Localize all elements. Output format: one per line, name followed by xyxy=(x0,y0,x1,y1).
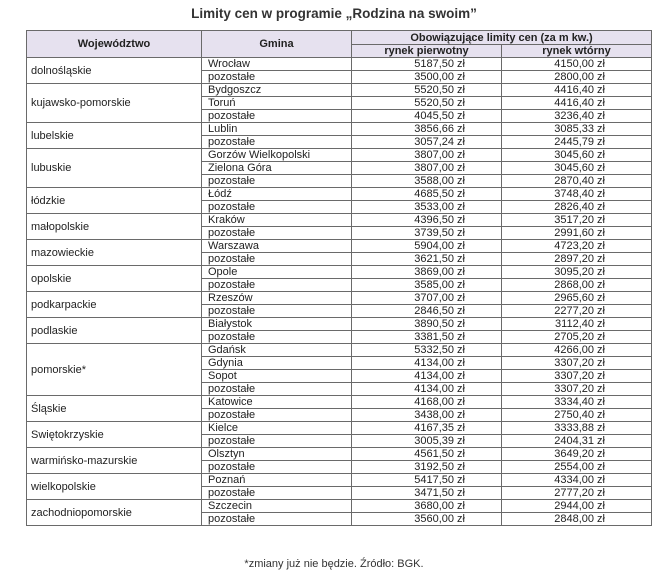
cell-rynek-pierwotny: 4168,00 zł xyxy=(352,396,502,409)
cell-gmina: pozostałe xyxy=(202,461,352,474)
cell-wojewodztwo: opolskie xyxy=(27,266,202,292)
cell-rynek-pierwotny: 3739,50 zł xyxy=(352,227,502,240)
table-row xyxy=(27,474,652,487)
cell-rynek-pierwotny: 5187,50 zł xyxy=(352,58,502,71)
cell-rynek-pierwotny: 3192,50 zł xyxy=(352,461,502,474)
cell-gmina: pozostałe xyxy=(202,331,352,344)
cell-rynek-pierwotny: 5904,00 zł xyxy=(352,240,502,253)
cell-rynek-wtorny: 2897,20 zł xyxy=(502,253,652,266)
cell-rynek-wtorny: 2868,00 zł xyxy=(502,279,652,292)
cell-rynek-pierwotny: 4396,50 zł xyxy=(352,214,502,227)
table-row xyxy=(27,214,652,227)
cell-gmina: Kielce xyxy=(202,422,352,435)
cell-gmina: pozostałe xyxy=(202,409,352,422)
cell-gmina: pozostałe xyxy=(202,487,352,500)
cell-gmina: Szczecin xyxy=(202,500,352,513)
header-rynek-wtorny: rynek wtórny xyxy=(502,45,652,58)
cell-gmina: pozostałe xyxy=(202,435,352,448)
table-row xyxy=(27,123,652,136)
table-header xyxy=(27,31,652,58)
cell-rynek-pierwotny: 3381,50 zł xyxy=(352,331,502,344)
table-row xyxy=(27,396,652,409)
table-row xyxy=(27,188,652,201)
cell-rynek-pierwotny: 3533,00 zł xyxy=(352,201,502,214)
cell-rynek-wtorny: 2826,40 zł xyxy=(502,201,652,214)
cell-wojewodztwo: kujawsko-pomorskie xyxy=(27,84,202,123)
cell-rynek-wtorny: 2750,40 zł xyxy=(502,409,652,422)
cell-gmina: pozostałe xyxy=(202,227,352,240)
cell-gmina: Olsztyn xyxy=(202,448,352,461)
cell-rynek-pierwotny: 3807,00 zł xyxy=(352,162,502,175)
cell-rynek-pierwotny: 3585,00 zł xyxy=(352,279,502,292)
cell-rynek-wtorny: 3307,20 zł xyxy=(502,370,652,383)
cell-gmina: Rzeszów xyxy=(202,292,352,305)
cell-rynek-wtorny: 2445,79 zł xyxy=(502,136,652,149)
cell-gmina: pozostałe xyxy=(202,175,352,188)
cell-wojewodztwo: wielkopolskie xyxy=(27,474,202,500)
cell-rynek-pierwotny: 3707,00 zł xyxy=(352,292,502,305)
table-body xyxy=(27,58,652,526)
cell-rynek-pierwotny: 5520,50 zł xyxy=(352,97,502,110)
cell-rynek-wtorny: 3649,20 zł xyxy=(502,448,652,461)
table-row xyxy=(27,149,652,162)
cell-gmina: pozostałe xyxy=(202,383,352,396)
header-rynek-pierwotny: rynek pierwotny xyxy=(352,45,502,58)
cell-gmina: pozostałe xyxy=(202,305,352,318)
table-row xyxy=(27,448,652,461)
cell-wojewodztwo: podkarpackie xyxy=(27,292,202,318)
cell-rynek-wtorny: 2777,20 zł xyxy=(502,487,652,500)
cell-wojewodztwo: warmińsko-mazurskie xyxy=(27,448,202,474)
cell-rynek-pierwotny: 3856,66 zł xyxy=(352,123,502,136)
cell-rynek-wtorny: 3517,20 zł xyxy=(502,214,652,227)
cell-rynek-wtorny: 3045,60 zł xyxy=(502,149,652,162)
cell-gmina: Gorzów Wielkopolski xyxy=(202,149,352,162)
cell-rynek-pierwotny: 3500,00 zł xyxy=(352,71,502,84)
cell-gmina: Wrocław xyxy=(202,58,352,71)
cell-wojewodztwo: lubelskie xyxy=(27,123,202,149)
cell-rynek-pierwotny: 3005,39 zł xyxy=(352,435,502,448)
cell-gmina: Gdynia xyxy=(202,357,352,370)
cell-gmina: Sopot xyxy=(202,370,352,383)
cell-gmina: pozostałe xyxy=(202,279,352,292)
cell-wojewodztwo: podlaskie xyxy=(27,318,202,344)
cell-rynek-wtorny: 2554,00 zł xyxy=(502,461,652,474)
cell-rynek-wtorny: 2944,00 zł xyxy=(502,500,652,513)
cell-rynek-wtorny: 4416,40 zł xyxy=(502,84,652,97)
cell-rynek-wtorny: 4723,20 zł xyxy=(502,240,652,253)
cell-rynek-wtorny: 2705,20 zł xyxy=(502,331,652,344)
cell-rynek-wtorny: 3748,40 zł xyxy=(502,188,652,201)
cell-gmina: Poznań xyxy=(202,474,352,487)
cell-rynek-pierwotny: 3680,00 zł xyxy=(352,500,502,513)
cell-rynek-pierwotny: 3621,50 zł xyxy=(352,253,502,266)
cell-wojewodztwo: łódzkie xyxy=(27,188,202,214)
cell-rynek-pierwotny: 3057,24 zł xyxy=(352,136,502,149)
cell-rynek-pierwotny: 4167,35 zł xyxy=(352,422,502,435)
cell-gmina: Gdańsk xyxy=(202,344,352,357)
cell-rynek-pierwotny: 2846,50 zł xyxy=(352,305,502,318)
cell-rynek-wtorny: 2991,60 zł xyxy=(502,227,652,240)
cell-gmina: Warszawa xyxy=(202,240,352,253)
table-row xyxy=(27,422,652,435)
cell-gmina: pozostałe xyxy=(202,201,352,214)
cell-gmina: pozostałe xyxy=(202,110,352,123)
cell-wojewodztwo: dolnośląskie xyxy=(27,58,202,84)
cell-rynek-wtorny: 4150,00 zł xyxy=(502,58,652,71)
cell-rynek-wtorny: 2800,00 zł xyxy=(502,71,652,84)
table-row xyxy=(27,58,652,71)
cell-rynek-pierwotny: 4134,00 zł xyxy=(352,357,502,370)
cell-rynek-wtorny: 3095,20 zł xyxy=(502,266,652,279)
cell-wojewodztwo: małopolskie xyxy=(27,214,202,240)
cell-rynek-wtorny: 2277,20 zł xyxy=(502,305,652,318)
cell-rynek-pierwotny: 3890,50 zł xyxy=(352,318,502,331)
cell-gmina: Białystok xyxy=(202,318,352,331)
cell-rynek-wtorny: 3334,40 zł xyxy=(502,396,652,409)
header-gmina: Gmina xyxy=(202,31,352,58)
cell-gmina: Kraków xyxy=(202,214,352,227)
cell-gmina: Łódź xyxy=(202,188,352,201)
table-row xyxy=(27,84,652,97)
cell-rynek-wtorny: 3307,20 zł xyxy=(502,383,652,396)
header-row xyxy=(27,31,652,45)
cell-gmina: pozostałe xyxy=(202,71,352,84)
page-title: Limity cen w programie „Rodzina na swoim” xyxy=(191,6,477,21)
cell-rynek-wtorny: 3112,40 zł xyxy=(502,318,652,331)
cell-rynek-wtorny: 3333,88 zł xyxy=(502,422,652,435)
cell-rynek-wtorny: 3085,33 zł xyxy=(502,123,652,136)
cell-gmina: pozostałe xyxy=(202,253,352,266)
cell-rynek-pierwotny: 3560,00 zł xyxy=(352,513,502,526)
header-limity: Obowiązujące limity cen (za m kw.) xyxy=(352,31,652,45)
cell-gmina: pozostałe xyxy=(202,136,352,149)
cell-rynek-wtorny: 3307,20 zł xyxy=(502,357,652,370)
cell-gmina: pozostałe xyxy=(202,513,352,526)
cell-wojewodztwo: lubuskie xyxy=(27,149,202,188)
cell-gmina: Lublin xyxy=(202,123,352,136)
table-row xyxy=(27,500,652,513)
table-row xyxy=(27,266,652,279)
table-row xyxy=(27,318,652,331)
cell-rynek-wtorny: 3045,60 zł xyxy=(502,162,652,175)
cell-gmina: Toruń xyxy=(202,97,352,110)
table-row xyxy=(27,240,652,253)
cell-rynek-pierwotny: 3438,00 zł xyxy=(352,409,502,422)
cell-rynek-wtorny: 2848,00 zł xyxy=(502,513,652,526)
cell-gmina: Opole xyxy=(202,266,352,279)
cell-wojewodztwo: zachodniopomorskie xyxy=(27,500,202,526)
cell-wojewodztwo: Swiętokrzyskie xyxy=(27,422,202,448)
cell-rynek-pierwotny: 4685,50 zł xyxy=(352,188,502,201)
cell-rynek-wtorny: 4334,00 zł xyxy=(502,474,652,487)
price-limits-table xyxy=(26,30,652,526)
cell-rynek-wtorny: 2965,60 zł xyxy=(502,292,652,305)
cell-rynek-pierwotny: 4134,00 zł xyxy=(352,383,502,396)
cell-rynek-pierwotny: 3471,50 zł xyxy=(352,487,502,500)
cell-rynek-pierwotny: 4045,50 zł xyxy=(352,110,502,123)
cell-rynek-pierwotny: 4561,50 zł xyxy=(352,448,502,461)
cell-gmina: Bydgoszcz xyxy=(202,84,352,97)
cell-rynek-pierwotny: 5417,50 zł xyxy=(352,474,502,487)
cell-rynek-pierwotny: 4134,00 zł xyxy=(352,370,502,383)
cell-rynek-wtorny: 2870,40 zł xyxy=(502,175,652,188)
table-row xyxy=(27,344,652,357)
cell-rynek-pierwotny: 3807,00 zł xyxy=(352,149,502,162)
cell-rynek-wtorny: 4416,40 zł xyxy=(502,97,652,110)
cell-rynek-wtorny: 3236,40 zł xyxy=(502,110,652,123)
cell-gmina: Zielona Góra xyxy=(202,162,352,175)
cell-wojewodztwo: pomorskie* xyxy=(27,344,202,396)
cell-rynek-pierwotny: 3869,00 zł xyxy=(352,266,502,279)
cell-rynek-wtorny: 4266,00 zł xyxy=(502,344,652,357)
footnote: *zmiany już nie będzie. Źródło: BGK. xyxy=(244,558,424,570)
table-row xyxy=(27,292,652,305)
cell-wojewodztwo: mazowieckie xyxy=(27,240,202,266)
cell-gmina: Katowice xyxy=(202,396,352,409)
cell-rynek-pierwotny: 5520,50 zł xyxy=(352,84,502,97)
cell-rynek-pierwotny: 5332,50 zł xyxy=(352,344,502,357)
cell-rynek-pierwotny: 3588,00 zł xyxy=(352,175,502,188)
header-wojewodztwo: Województwo xyxy=(27,31,202,58)
cell-rynek-wtorny: 2404,31 zł xyxy=(502,435,652,448)
cell-wojewodztwo: Śląskie xyxy=(27,396,202,422)
